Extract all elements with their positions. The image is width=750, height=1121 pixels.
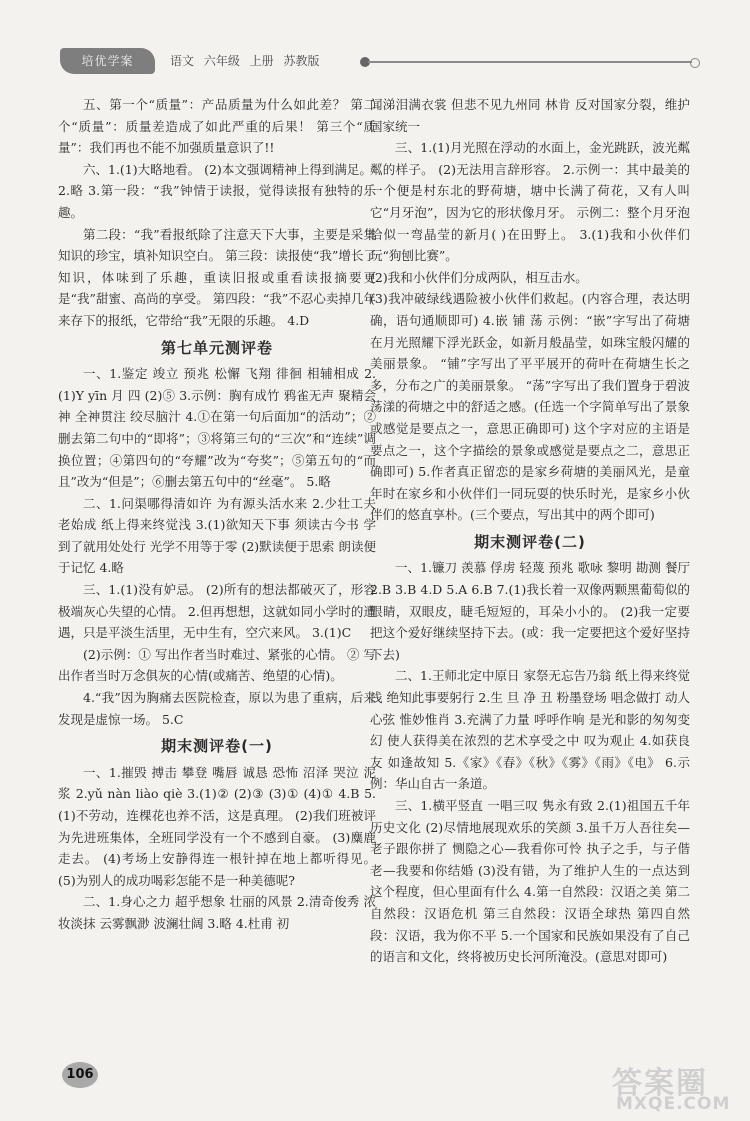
watermark-url: MXQE.COM xyxy=(616,1094,731,1114)
answer-paragraph: 闻涕泪满衣裳 但悲不见九州同 林肯 反对国家分裂，维护国家统一 xyxy=(370,97,690,134)
answer-paragraph: 第二段：“我”看报纸除了注意天下大事，主要是采集知识的珍宝，填补知识空白。 第三段：读报使“我”增长了知识，体味到了乐趣，重读旧报或重看读报摘要更是“我”甜蜜、高尚的享受。 第四段：“我”不忍心卖掉几年来存下的报纸，它带给“我”无限的乐趣。 4.D xyxy=(58,226,376,328)
answer-paragraph: 三、1.(1)没有妒忌。 (2)所有的想法都破灭了，形容极端灰心失望的心情。 2.但再想想，这就如同小学时的遭遇，只是平淡生活里，无中生有，空穴来风。 3.(1)C xyxy=(58,582,376,641)
answer-paragraph: (3)我冲破绿线遇险被小伙伴们救起。(内容合理，表达明确，语句通顺即可) 4.嵌 铺 荡 示例：“嵌”字写出了荷塘在月光照耀下浮光跃金，如新月般晶莹，如珠宝般闪耀的美丽景象。 “铺”字写出了平平展开的荷叶在荷塘生长之多，分布之广的美丽景象。 “荡”字写出了我们置身于碧波荡漾的荷塘之中的舒适之感。(任选一个字简单写出了景象或感觉是要点之一，意思正确即可) 这个字对应的主语是要点之一，这个字描绘的景象或感觉是要点之二，意思正确即可) 5.作者真正留恋的是家乡荷塘的美丽风光，是童年时在家乡和小伙伴们一同玩耍的快乐时光，是家乡小伙伴们的悠直享朴。(三个要点，写出其中的两个即可) xyxy=(370,291,690,523)
section-heading: 期末测评卷(一) xyxy=(161,737,273,756)
answer-paragraph: (2)示例：① 写出作者当时难过、紧张的心情。 ② 写出作者当时万念俱灰的心情(或痛苦、绝望的心情)。 xyxy=(58,646,376,684)
answer-paragraph: 一、1.摧毁 搏击 攀登 嘴唇 诚恳 恐怖 沼泽 哭泣 泥浆 2.yǔ nàn liào qiè 3.(1)② (2)③ (3)① (4)① 4.B 5.(1)不劳动，连棵花也养不活，这是真理。 (2)我们班被评为先进班集体，全班同学没有一个不感到自豪。 (3)麋鹿走去。 (4)考场上安静得连一根针掉在地上都听得见。 (5)为别人的成功喝彩怎能不是一种美德呢? xyxy=(58,764,376,888)
header-end-icon xyxy=(690,58,700,68)
answer-paragraph: 三、1.横平竖直 一唱三叹 隽永有致 2.(1)祖国五千年历史文化 (2)尽情地展现欢乐的笑颜 3.虽千万人吾往矣—老子跟你拼了 恻隐之心—我看你可怜 执子之手，与子偕老—我要和你结婚 (3)没有错，为了维护人生的一点达到这个程度，但心里面有什么 4.第一自然段：汉语之美 第二自然段：汉语危机 第三自然段：汉语全球热 第四自然段：汉语，我为你不平 5.一个国家和民族如果没有了自己的语言和文化，终将被历史长河所淹没。(意思对即可) xyxy=(370,798,690,965)
answer-paragraph: 一、1.鉴定 竣立 预兆 松懈 飞翔 徘徊 相辅相成 2.(1)Y yīn 月 四 (2)⑤ 3.示例：胸有成竹 鸦雀无声 聚精会神 全神贯注 绞尽脑汁 4.①在第一句后面加“的活动”；②删去第二句中的“即将”；③将第三句的“三次”和“连续”调换位置；④第四句的“夸耀”改为“夸奖”；⑤第五句的“而且”改为“但是”；⑥删去第五句中的“丝毫”。 5.略 xyxy=(58,366,376,490)
page-number: 106 xyxy=(62,1062,98,1088)
answer-paragraph: 4.“我”因为胸痛去医院检查，原以为患了重病，后来发现是虚惊一场。 5.C xyxy=(58,690,376,727)
site-watermark xyxy=(612,1058,744,1116)
header-divider xyxy=(368,61,692,63)
answer-paragraph: 二、1.王师北定中原日 家祭无忘告乃翁 纸上得来终觉浅 绝知此事要躬行 2.生 旦 净 丑 粉墨登场 唱念做打 动人心弦 惟妙惟肖 3.充满了力量 呼呼作响 是光和影的匆匆变幻 使人获得美在浓烈的艺术享受之中 叹为观止 4.如获良友 如逢故知 5.《家》《春》《秋》《雾》《雨》《电》 6.示例：华山自古一条道。 xyxy=(370,668,690,792)
answer-paragraph: 2.略 3.第一段：“我”钟情于读报，觉得读报有独特的乐趣。 xyxy=(58,183,376,220)
watermark-logo-text: 答案圈 xyxy=(612,1066,708,1101)
left-column xyxy=(58,94,376,935)
section-heading: 第七单元测评卷 xyxy=(160,338,273,357)
book-info: 语文 六年级 上册 苏教版 xyxy=(170,54,320,68)
answer-paragraph: 二、1.问渠哪得清如许 为有源头活水来 2.少壮工夫老始成 纸上得来终觉浅 3.(1)欲知天下事 须读古今书 学到了就用处处行 光学不用等于零 (2)默读便于思索 朗读便于记忆 4.略 xyxy=(58,495,376,576)
answer-paragraph: 五、第一个“质量”：产品质量为什么如此差？ 第二个“质量”：质量差造成了如此严重的后果！ 第三个“质量”：我们再也不能不加强质量意识了!! xyxy=(58,97,376,156)
section-heading: 期末测评卷(二) xyxy=(474,532,586,551)
answer-paragraph: 二、1.身心之力 超乎想象 壮丽的风景 2.清奇俊秀 浓妆淡抹 云雾飘渺 波澜壮阔 3.略 4.杜甫 初 xyxy=(58,894,376,931)
answer-paragraph: 三、1.(1)月光照在浮动的水面上，金光跳跃，波光粼粼的样子。 (2)无法用言辞形容。 2.示例一：其中最美的一个便是村东北的野荷塘，塘中长满了荷花，又有人叫它“月牙泡”，因为它的形状像月牙。 示例二：整个月牙泡恰似一弯晶莹的新月( )在田野上。 3.(1)我和小伙伴们玩“狗刨比赛”。 xyxy=(370,140,690,264)
right-column xyxy=(370,94,690,968)
answer-paragraph: (2)我和小伙伴们分成两队，相互击水。 xyxy=(370,269,588,285)
page-header xyxy=(60,44,700,78)
series-badge: 培优学案 xyxy=(60,48,155,74)
answer-paragraph: 一、1.镰刀 羡慕 俘虏 轻蔑 预兆 歌咏 黎明 勘测 餐厅 2.B 3.B 4.D 5.A 6.B 7.(1)我长着一双像两颗黑葡萄似的眼睛，双眼皮，睫毛短短的，耳朵小小的。 (2)我一定要把这个爱好继续坚持下去。(或：我一定要把这个爱好坚持下去) xyxy=(370,560,690,662)
answer-paragraph: 六、1.(1)大略地看。 (2)本文强调精神上得到满足。 xyxy=(83,161,372,177)
